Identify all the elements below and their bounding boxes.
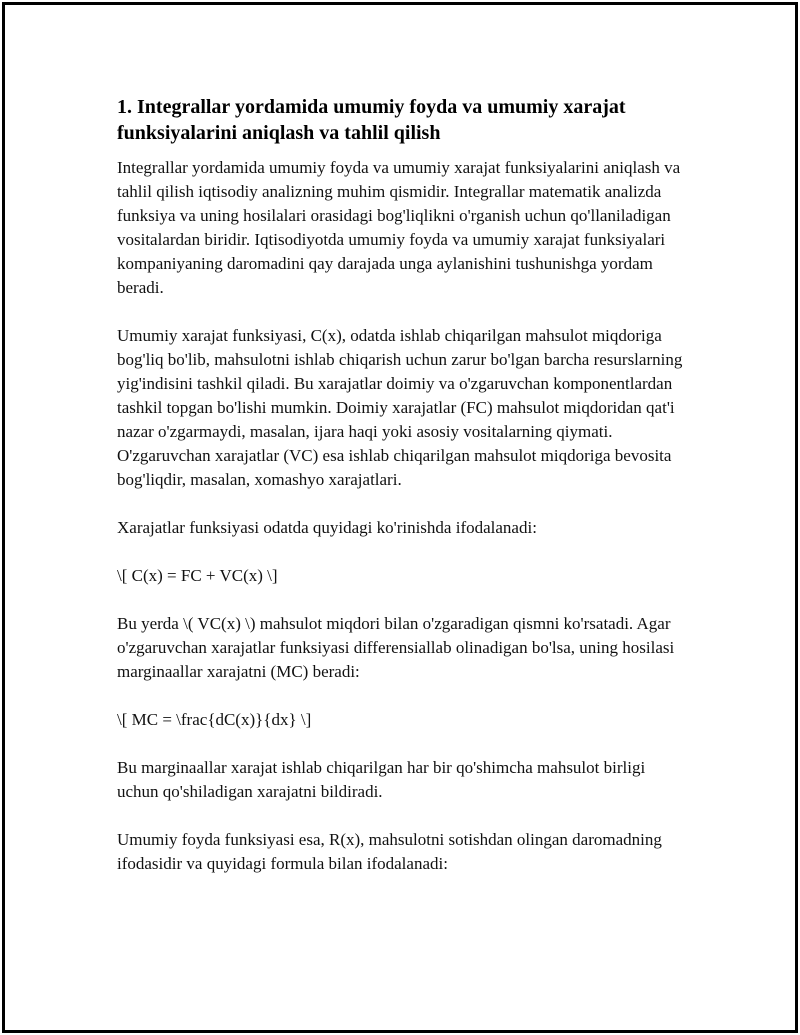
paragraph-intro: Integrallar yordamida umumiy foyda va umumiy xarajat funksiyalarini aniqlash va tahlil qilish iqtisodiy analizning muhim qismidir. Integrallar matematik analizda funksiya va uning hosilalari orasidagi bog'liqlikni o'rganish uchun qo'llaniladigan vositalardan biridir. Iqtisodiyotda umumiy foyda va umumiy xarajat funksiyalari kompaniyaning daromadini qay darajada unga aylanishini tushunishga yordam beradi.: [117, 158, 681, 297]
paragraph-revenue-function: Umumiy foyda funksiyasi esa, R(x), mahsulotni sotishdan olingan daromadning ifodasidir va quyidagi formula bilan ifodalanadi:: [117, 830, 662, 873]
paragraph-variable-cost: Bu yerda \( VC(x) \) mahsulot miqdori bilan o'zgaradigan qismni ko'rsatadi. Agar o'zgaruvchan xarajatlar funksiyasi differensiallab olinadigan bo'lsa, uning hosilasi marginaallar xarajatni (MC) beradi:: [117, 614, 675, 681]
paragraph-cost-function: Umumiy xarajat funksiyasi, C(x), odatda ishlab chiqarilgan mahsulot miqdoriga bog'liq bo'lib, mahsulotni ishlab chiqarish uchun zarur bo'lgan barcha resurslarning yig'indisini tashkil qiladi. Bu xarajatlar doimiy va o'zgaruvchan komponentlardan tashkil topgan bo'lishi mumkin. Doimiy xarajatlar (FC) mahsulot miqdoridan qat'i nazar o'zgarmaydi, masalan, ijara haqi yoki asosiy vositalarning qiymati. O'zgaruvchan xarajatlar (VC) esa ishlab chiqarilgan mahsulot miqdoriga bevosita bog'liqdir, masalan, xomashyo xarajatlari.: [117, 326, 683, 489]
document-body: [117, 94, 689, 900]
formula-total-cost: \[ C(x) = FC + VC(x) \]: [117, 566, 278, 585]
paragraph-marginal-cost-meaning: Bu marginaallar xarajat ishlab chiqarilgan har bir qo'shimcha mahsulot birligi uchun qo'shiladigan xarajatni bildiradi.: [117, 758, 646, 801]
paragraph-cost-formula-intro: Xarajatlar funksiyasi odatda quyidagi ko'rinishda ifodalanadi:: [117, 518, 537, 537]
section-heading: 1. Integrallar yordamida umumiy foyda va umumiy xarajat funksiyalarini aniqlash va tahlil qilish: [117, 96, 626, 144]
formula-marginal-cost: \[ MC = \frac{dC(x)}{dx} \]: [117, 710, 312, 729]
